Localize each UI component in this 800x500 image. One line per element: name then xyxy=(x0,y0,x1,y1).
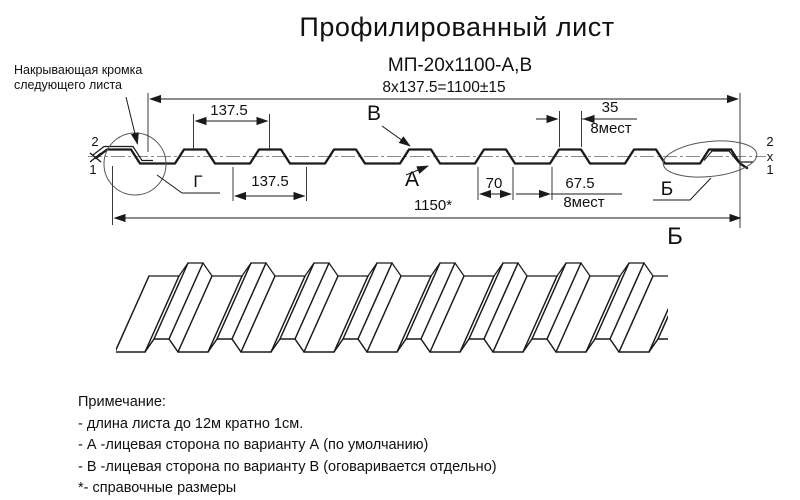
overlap-note-line2: следующего листа xyxy=(14,78,123,92)
dim-pitch-bottom: 137.5 xyxy=(251,173,289,190)
side-mark-right-x: x xyxy=(766,149,774,164)
profile-cross-section xyxy=(96,150,747,169)
label-detail-a: А xyxy=(404,168,420,191)
side-mark-right-1: 1 xyxy=(766,162,774,177)
note-line: - А -лицевая сторона по варианту А (по умолчанию) xyxy=(78,437,429,453)
notes-heading: Примечание: xyxy=(78,394,166,410)
side-mark-left-1: 1 xyxy=(89,162,97,177)
detail-ellipse-b xyxy=(661,137,758,182)
edge-joint-mark xyxy=(90,153,101,162)
side-mark-left-2: 2 xyxy=(91,134,99,149)
note-line: *- справочные размеры xyxy=(78,480,237,496)
note-line: - длина листа до 12м кратно 1см. xyxy=(78,415,304,432)
dim-pitch-top: 137.5 xyxy=(210,102,248,119)
label-detail-v: В xyxy=(366,102,382,125)
dim-overall-width: 1150* xyxy=(413,197,453,214)
dim-rib-spacing: 67.5 xyxy=(565,175,595,192)
sheet-3d-view xyxy=(115,263,716,352)
label-section-b: Б xyxy=(667,223,683,250)
label-detail-b-callout: Б xyxy=(660,179,674,200)
note-line: - В -лицевая сторона по варианту В (оговаривается отдельно) xyxy=(78,458,497,475)
dim-valley-width: 70 xyxy=(485,175,503,192)
notes-block xyxy=(78,392,497,500)
overlap-note-line1: Накрывающая кромка xyxy=(14,63,143,77)
label-detail-g: Г xyxy=(193,172,203,191)
side-mark-right-2: 2 xyxy=(766,134,774,149)
profile-designation: МП-20х1100-А,В xyxy=(387,55,533,76)
dim-total-width: 8х137.5=1100±15 xyxy=(382,79,506,96)
dim-rib-top-places: 8мест xyxy=(590,120,632,137)
page-title: Профилированный лист xyxy=(299,12,615,42)
dim-rib-spacing-places: 8мест xyxy=(563,194,605,211)
dim-rib-top-width: 35 xyxy=(601,99,619,116)
